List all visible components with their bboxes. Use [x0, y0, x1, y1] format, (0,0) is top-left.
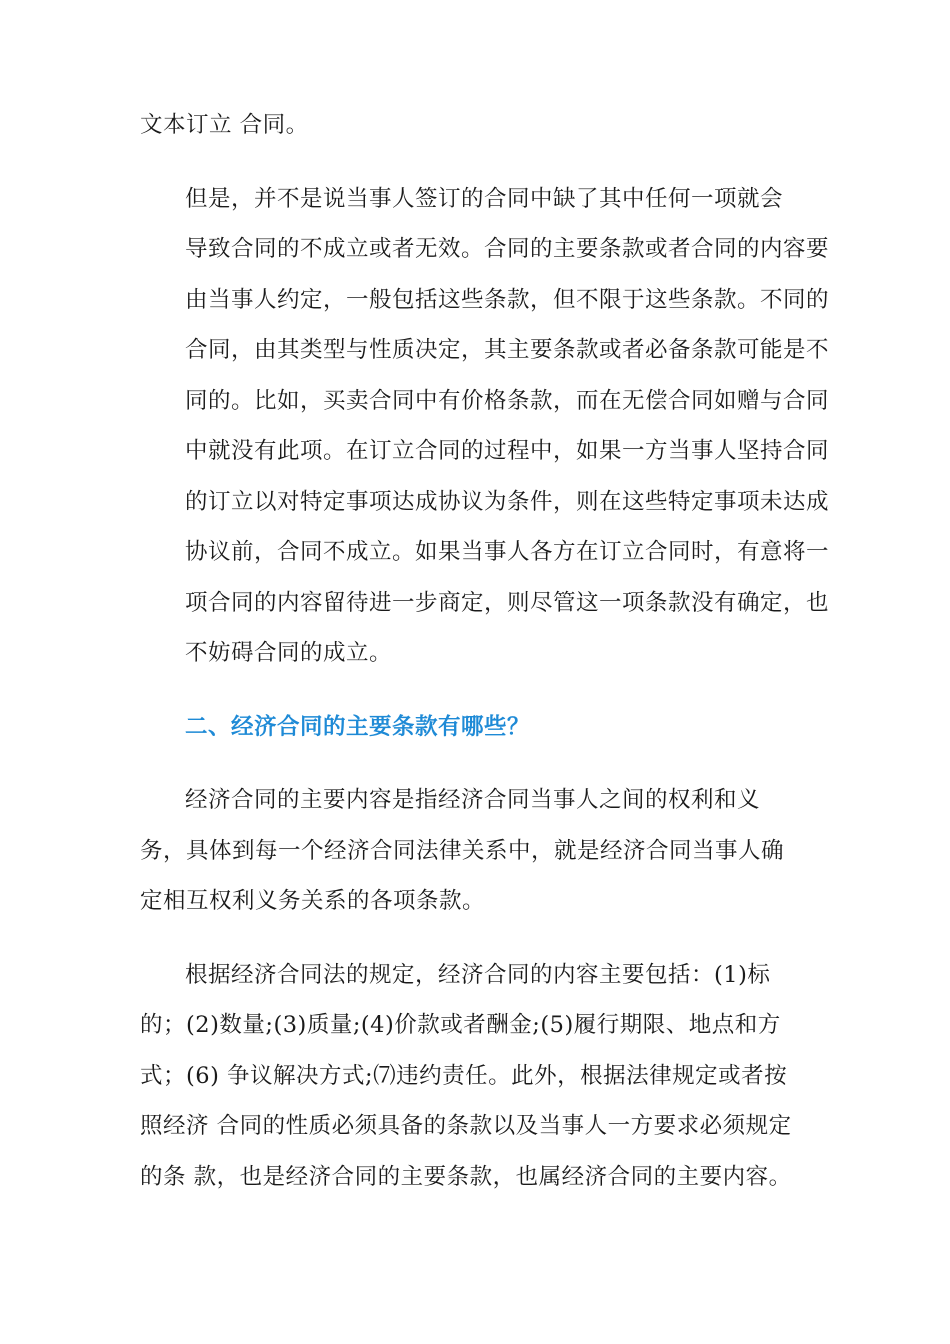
text-line: 由当事人约定，一般包括这些条款，但不限于这些条款。不同的: [185, 286, 830, 313]
document-body: [140, 100, 830, 1202]
text-line: 文本订立 合同。: [140, 112, 309, 138]
paragraph-main-content: [140, 775, 820, 927]
paragraph-contract-terms: [140, 950, 820, 1203]
text-line: 经济合同的主要内容是指经济合同当事人之间的权利和义: [185, 787, 761, 813]
text-line: 务，具体到每一个经济合同法律关系中，就是经济合同当事人确: [140, 837, 785, 864]
text-line: 定相互权利义务关系的各项条款。: [140, 888, 486, 914]
text-line: 根据经济合同法的规定，经济合同的内容主要包括：(1)标: [185, 961, 771, 988]
text-line: 合同，由其类型与性质决定，其主要条款或者必备条款可能是不: [185, 337, 830, 363]
text-line: 的订立以对特定事项达成协议为条件，则在这些特定事项未达成: [185, 488, 830, 515]
text-line: 但是，并不是说当事人签订的合同中缺了其中任何一项就会: [185, 185, 784, 212]
paragraph-contract-validity: [140, 174, 830, 679]
text-line: 导致合同的不成立或者无效。合同的主要条款或者合同的内容要: [185, 236, 830, 262]
text-line: 的；(2)数量;(3)质量;(4)价款或者酬金;(5)履行期限、地点和方: [140, 1012, 781, 1038]
text-line: 协议前，合同不成立。如果当事人各方在订立合同时，有意将一: [185, 539, 830, 565]
section-heading: 二、经济合同的主要条款有哪些？: [185, 713, 531, 740]
text-line: 照经济 合同的性质必须具备的条款以及当事人一方要求必须规定: [140, 1113, 792, 1139]
text-line: 式；(6) 争议解决方式;⑺违约责任。此外，根据法律规定或者按: [140, 1062, 788, 1089]
text-line: 中就没有此项。在订立合同的过程中，如果一方当事人坚持合同: [185, 438, 830, 464]
paragraph-continuation: [140, 100, 820, 151]
text-line: 不妨碍合同的成立。: [185, 640, 393, 666]
text-line: 项合同的内容留待进一步商定，则尽管这一项条款没有确定，也: [185, 589, 830, 616]
text-line: 同的。比如，买卖合同中有价格条款，而在无偿合同如赠与合同: [185, 387, 830, 414]
text-line: 的条 款，也是经济合同的主要条款，也属经济合同的主要内容。: [140, 1163, 792, 1190]
